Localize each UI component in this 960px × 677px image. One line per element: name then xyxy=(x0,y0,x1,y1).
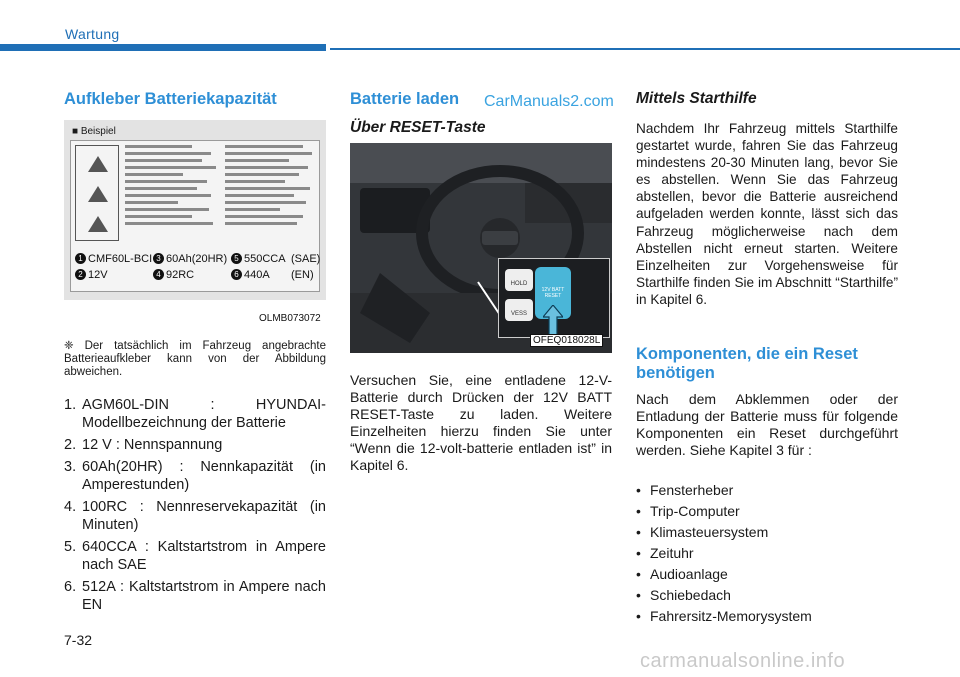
warning-icon xyxy=(88,186,108,202)
list-item: • Fahrersitz-Memorysystem xyxy=(636,606,898,627)
heading-battery-label: Aufkleber Batteriekapazität xyxy=(64,90,277,108)
list-item: 3. 60Ah(20HR) : Nennkapazität (in Amperestunden) xyxy=(64,459,326,493)
subheading-reset-button: Über RESET-Taste xyxy=(350,118,486,136)
sticker-text-block xyxy=(225,145,317,241)
list-item: • Fensterheber xyxy=(636,480,898,501)
header-bar-thick xyxy=(0,44,326,51)
photo-code: OFEQ018028L xyxy=(530,334,603,347)
spec-row-1: 1 CMF60L-BCI 3 60Ah(20HR) 5 550CCA (SAE) xyxy=(75,253,320,265)
sticker-text-block xyxy=(125,145,221,241)
figure-code: OLMB073072 xyxy=(259,313,321,324)
subheading-jump-start: Mittels Starthilfe xyxy=(636,90,757,107)
header-bar-thin xyxy=(330,48,960,50)
reset-button-image: 12V BATT RESET xyxy=(535,267,571,319)
hold-button-image: HOLD xyxy=(505,269,533,291)
arrow-up-icon xyxy=(543,305,563,335)
battery-label-figure xyxy=(64,120,326,300)
reset-button-inset xyxy=(498,258,610,338)
battery-sticker xyxy=(70,140,320,292)
list-item: 1. AGM60L-DIN : HYUNDAI-Modellbezeichnung der Batterie xyxy=(64,397,326,431)
watermark: CarManuals2.com xyxy=(484,93,614,110)
list-item: 6. 512A : Kaltstartstrom in Ampere nach EN xyxy=(64,579,326,613)
heading-reset-components: Komponenten, die ein Reset benötigen xyxy=(636,345,858,382)
list-item: • Audioanlage xyxy=(636,564,898,585)
list-item: • Schiebedach xyxy=(636,585,898,606)
jump-start-paragraph: Nachdem Ihr Fahrzeug mittels Starthilfe gestartet wurde, fahren Sie das Fahrzeug mindestens 20-30 Minuten lang, bevor Sie es abstellen. Wenn Sie das Fahrzeug abstellen, bevor die Batterie ausreichend aufgeladen werden konnte, lässt sich das Fahrzeug möglicherweise nach dem Abstellen nicht erneut starten. Weitere Einzelheiten zur Vorgehensweise für Starthilfe finden Sie im Abschnitt “Starthilfe” in Kapitel 6. xyxy=(636,121,898,307)
list-item: • Trip-Computer xyxy=(636,501,898,522)
reset-components-list xyxy=(636,480,898,627)
list-item: • Klimasteuersystem xyxy=(636,522,898,543)
spec-row-2: 2 12V 4 92RC 6 440A (EN) xyxy=(75,269,314,281)
warning-icon xyxy=(88,216,108,232)
section-title: Wartung xyxy=(65,26,120,42)
list-item: • Zeituhr xyxy=(636,543,898,564)
list-item: 2. 12 V : Nennspannung xyxy=(64,437,223,453)
list-item: 4. 100RC : Nennreservekapazität (in Minuten) xyxy=(64,499,326,533)
vess-button-image: VESS xyxy=(505,299,533,321)
list-item: 5. 640CCA : Kaltstartstrom in Ampere nach SAE xyxy=(64,539,326,573)
example-caption: ■ Beispiel xyxy=(72,126,116,137)
page-number: 7-32 xyxy=(64,632,93,648)
label-legend-list xyxy=(64,396,326,618)
column-battery-label xyxy=(64,90,326,109)
warning-icons xyxy=(75,145,119,241)
heading-battery-charging: Batterie laden xyxy=(350,90,460,108)
reset-paragraph: Versuchen Sie, eine entladene 12-V-Batterie durch Drücken der 12V BATT RESET-Taste zu laden. Weitere Einzelheiten hierzu finden Sie unter “Wenn die 12-volt-batterie entladen ist” in Kapitel 6. xyxy=(350,372,612,473)
warning-icon xyxy=(88,156,108,172)
column-jump-start xyxy=(636,90,898,108)
reset-components-paragraph: Nach dem Abklemmen oder der Entladung der Batterie muss für folgende Komponenten ein Reset durchgeführt werden. Siehe Kapitel 3 für : xyxy=(636,391,898,458)
label-note: ❈ Der tatsächlich im Fahrzeug angebrachte Batterieaufkleber kann von der Abbildung abweichen. xyxy=(64,340,326,378)
footer-site: carmanualsonline.info xyxy=(640,650,846,672)
